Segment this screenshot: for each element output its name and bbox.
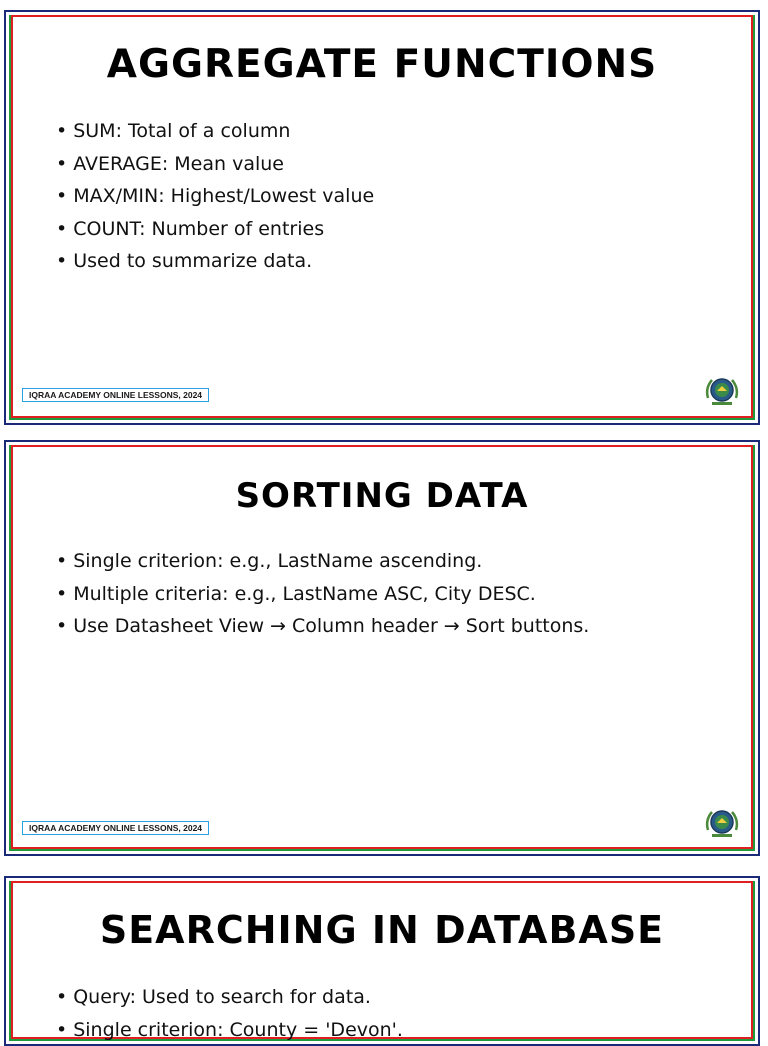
slide-title: SEARCHING IN DATABASE	[6, 908, 758, 952]
bullet-item: • AVERAGE: Mean value	[56, 148, 374, 181]
academy-seal-icon	[702, 806, 742, 840]
slide-sorting-data	[4, 440, 760, 856]
bullet-list	[56, 981, 403, 1046]
slide-title: SORTING DATA	[6, 476, 758, 516]
bullet-item: • MAX/MIN: Highest/Lowest value	[56, 180, 374, 213]
bullet-item: • Use Datasheet View → Column header → Sort buttons.	[56, 610, 589, 643]
bullet-item: • Single criterion: e.g., LastName ascending.	[56, 545, 589, 578]
bullet-list	[56, 115, 374, 278]
academy-seal-icon	[702, 374, 742, 408]
bullet-item: • COUNT: Number of entries	[56, 213, 374, 246]
slide-aggregate-functions	[4, 10, 760, 425]
slide-searching-in-database	[4, 876, 760, 1046]
bullet-item: • Used to summarize data.	[56, 245, 374, 278]
bullet-item: • Query: Used to search for data.	[56, 981, 403, 1014]
bullet-item: • Single criterion: County = 'Devon'.	[56, 1014, 403, 1046]
bullet-item: • SUM: Total of a column	[56, 115, 374, 148]
footer-label: IQRAA ACADEMY ONLINE LESSONS, 2024	[22, 821, 209, 835]
slide-title: AGGREGATE FUNCTIONS	[6, 42, 758, 87]
bullet-item: • Multiple criteria: e.g., LastName ASC, City DESC.	[56, 578, 589, 611]
footer-label: IQRAA ACADEMY ONLINE LESSONS, 2024	[22, 388, 209, 402]
bullet-list	[56, 545, 589, 643]
